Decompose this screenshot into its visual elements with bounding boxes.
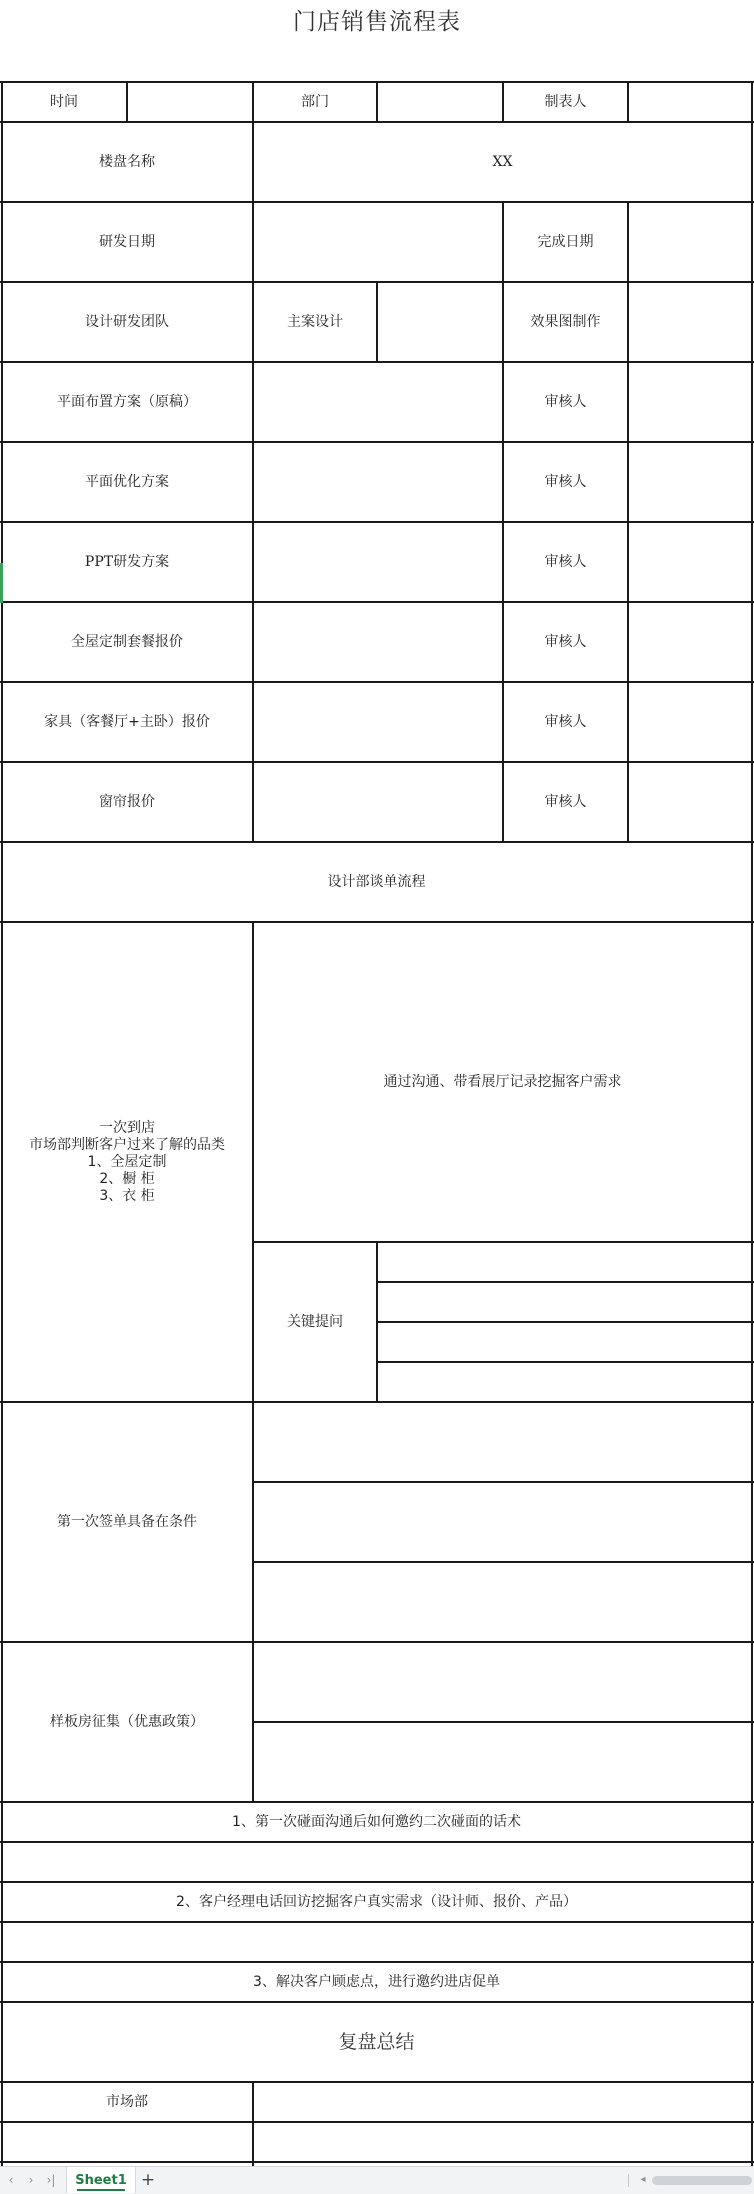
first-visit-text[interactable]: 一次到店 市场部判断客户过来了解的品类 1、全屋定制 2、橱 柜 3、衣 柜 [29,1119,225,1204]
last-sheet-icon[interactable]: ›| [46,2173,56,2187]
step-row[interactable]: 3、解决客户顾虑点，进行邀约进店促单 [253,1973,500,1990]
grid-line [252,1721,754,1723]
divider [628,2174,629,2187]
design-team-label[interactable]: 设计研发团队 [85,313,169,330]
tab-sheet1[interactable]: Sheet1 [66,2167,136,2193]
market-dept-label[interactable]: 市场部 [106,2093,148,2110]
review-row-label[interactable]: 全屋定制套餐报价 [71,633,183,650]
first-sheet-icon[interactable]: ‹ [8,2173,14,2187]
grid-line [376,1321,754,1323]
grid-line [751,81,753,2166]
dept-label[interactable]: 部门 [301,93,329,110]
reviewer-label[interactable]: 审核人 [544,713,587,730]
time-label[interactable]: 时间 [50,93,78,110]
sheet-tab-bar [0,2166,754,2194]
review-row-label[interactable]: PPT研发方案 [84,553,170,570]
key-questions-label[interactable]: 关键提问 [287,1313,343,1330]
review-summary-title[interactable]: 复盘总结 [338,2030,415,2053]
reviewer-label[interactable]: 审核人 [544,633,587,650]
grid-line [376,1241,378,1402]
project-name-value[interactable]: XX [492,153,513,170]
step-row[interactable]: 1、第一次碰面沟通后如何邀约二次碰面的话术 [232,1813,521,1830]
done-date-value-cell[interactable] [629,202,751,282]
customer-needs-text[interactable]: 通过沟通、带看展厅记录挖掘客户需求 [383,1073,622,1090]
sheet-title[interactable]: 门店销售流程表 [293,8,461,35]
step-row[interactable]: 2、客户经理电话回访挖掘客户真实需求（设计师、报价、产品） [176,1893,577,1910]
lead-designer-label[interactable]: 主案设计 [287,313,343,330]
grid-line [252,2081,254,2166]
reviewer-label[interactable]: 审核人 [544,473,587,490]
grid-line [252,1561,754,1563]
review-row-label[interactable]: 平面优化方案 [85,473,169,490]
next-sheet-icon[interactable]: › [28,2173,34,2187]
review-row-label[interactable]: 窗帘报价 [99,793,155,810]
done-date-label[interactable]: 完成日期 [537,233,594,250]
flow-title[interactable]: 设计部谈单流程 [327,873,426,890]
grid-line [0,2161,754,2163]
reviewer-label[interactable]: 审核人 [544,553,587,570]
maker-value-cell[interactable] [629,82,751,122]
project-name-label[interactable]: 楼盘名称 [99,153,155,170]
dept-value-cell[interactable] [378,82,502,122]
add-sheet-button[interactable]: + [140,2170,156,2190]
review-row-label[interactable]: 家具（客餐厅+主卧）报价 [44,713,210,730]
horizontal-scrollbar[interactable] [652,2176,752,2185]
rd-date-label[interactable]: 研发日期 [99,233,155,250]
time-value-cell[interactable] [128,82,252,122]
render-maker-value-cell[interactable] [629,282,751,362]
review-row-label[interactable]: 平面布置方案（原稿） [57,393,197,410]
sample-house-label[interactable]: 样板房征集（优惠政策） [50,1713,204,1730]
reviewer-label[interactable]: 审核人 [544,393,587,410]
grid-line [376,1361,754,1363]
grid-line [252,1481,754,1483]
scroll-left-icon[interactable]: ◂ [640,2174,646,2185]
grid-line [376,1281,754,1283]
lead-designer-value-cell[interactable] [378,282,502,362]
reviewer-label[interactable]: 审核人 [544,793,587,810]
render-maker-label[interactable]: 效果图制作 [530,313,601,330]
rd-date-value-cell[interactable] [254,202,502,282]
first-sign-label[interactable]: 第一次签单具备在条件 [57,1513,197,1530]
maker-label[interactable]: 制表人 [544,93,587,110]
